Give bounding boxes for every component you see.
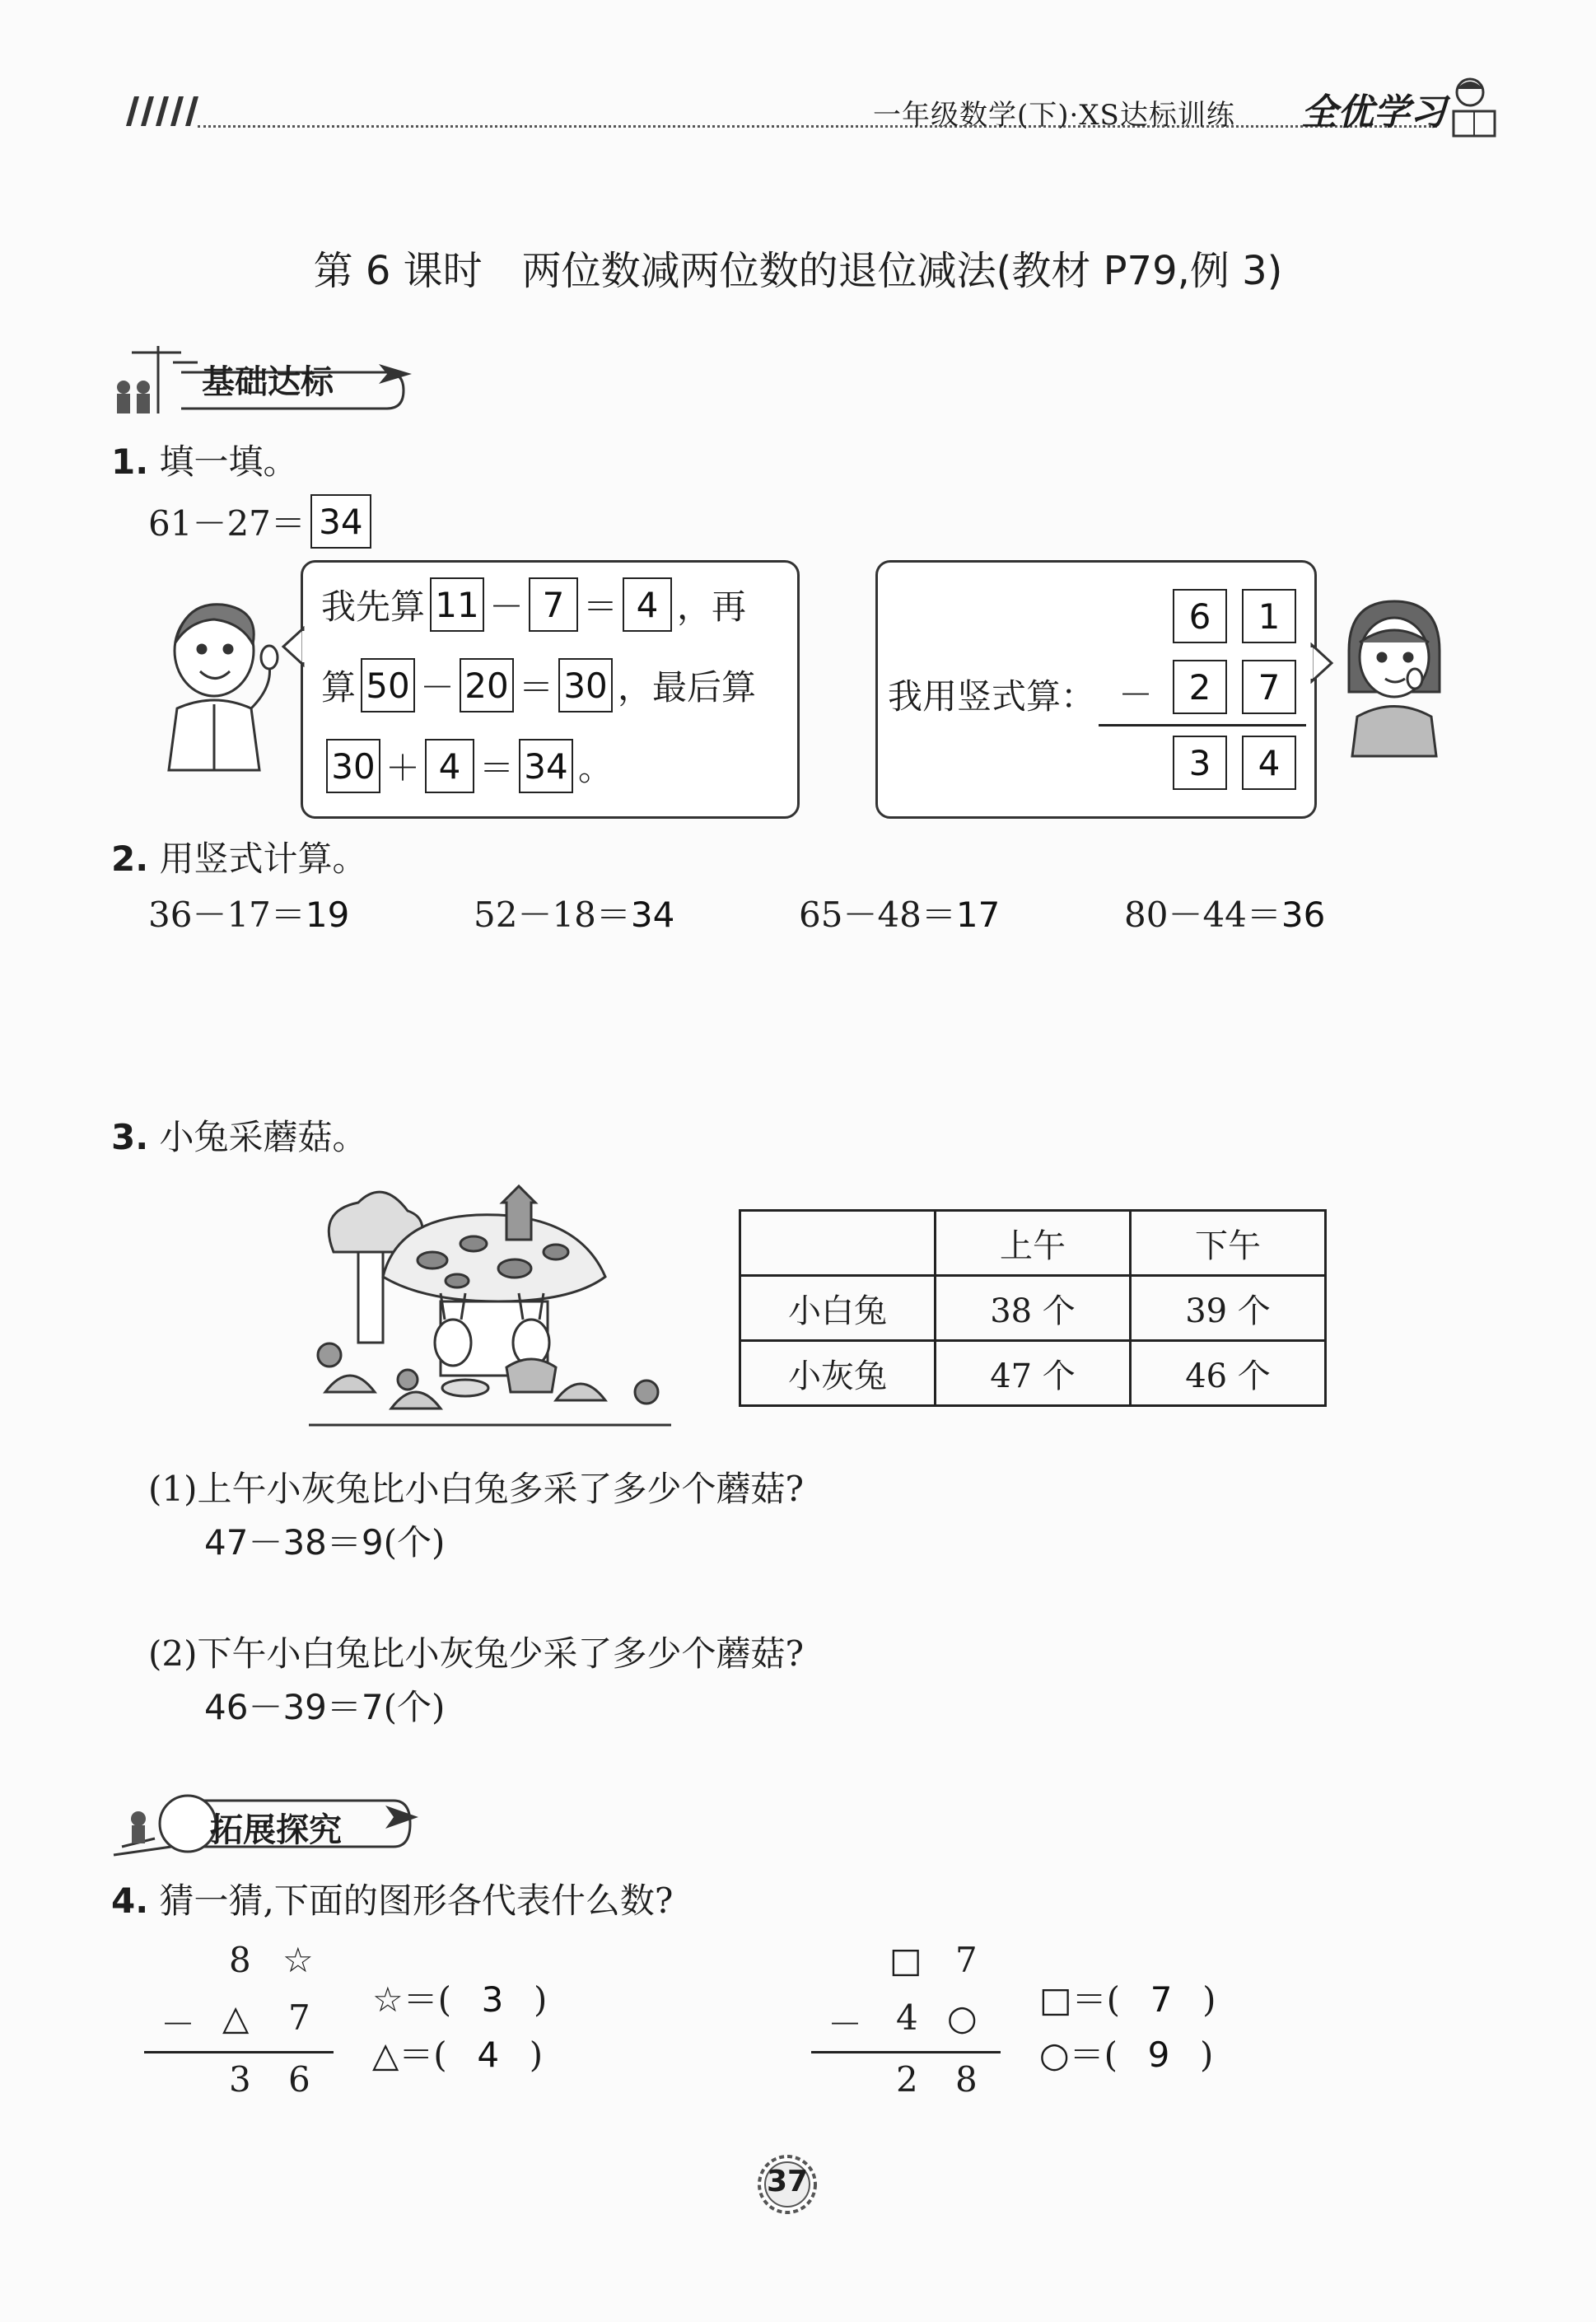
digit: 8: [229, 1940, 251, 1980]
answer-box[interactable]: 30: [558, 658, 613, 712]
q2-heading: [111, 832, 367, 881]
q4-right-vertical: [811, 1940, 1005, 2105]
answer-box[interactable]: 30: [326, 739, 380, 793]
q1-heading: [111, 435, 298, 484]
q2-expression: 80－44＝: [1124, 895, 1281, 935]
star-value[interactable]: 3: [481, 1979, 504, 2020]
vertical-box[interactable]: 6: [1173, 589, 1227, 643]
digit: 7: [288, 1997, 310, 2038]
section-extend-title: 拓展探究: [210, 1811, 342, 1849]
circle-value[interactable]: 9: [1147, 2035, 1170, 2075]
q2-expression: 65－48＝: [799, 895, 956, 935]
boy-text: 算: [321, 667, 357, 708]
vertical-line: [811, 2051, 1001, 2053]
square-label: □＝(: [1039, 1979, 1121, 2020]
operator: －: [489, 586, 525, 627]
triangle-value[interactable]: 4: [477, 2035, 500, 2075]
operator: －: [420, 667, 455, 708]
answer-box[interactable]: 34: [519, 739, 573, 793]
circle-label: ○＝(: [1039, 2035, 1118, 2075]
page-number: 37: [766, 2165, 809, 2198]
answer-box[interactable]: 11: [430, 577, 484, 632]
q3-sub2-expression[interactable]: 46－39＝7: [204, 1687, 384, 1727]
answer-box[interactable]: 7: [529, 577, 578, 632]
unit-label: (个): [383, 1687, 446, 1727]
q1-expression: 61－27＝: [148, 503, 306, 544]
boy-line-2: [321, 658, 756, 712]
bubble-tail: [1309, 642, 1334, 687]
minus-sign: －: [161, 2004, 196, 2044]
star-label: ☆＝(: [372, 1979, 452, 2020]
digit: 6: [288, 2059, 310, 2100]
q4-left-vertical: [144, 1940, 338, 2105]
boy-figure-icon: [144, 593, 288, 778]
q3-sub1-question: (1)上午小灰兔比小白兔多采了多少个蘑菇?: [148, 1469, 805, 1509]
page-number-badge: [754, 2151, 820, 2217]
square-answer: [1039, 1973, 1216, 2022]
close-paren: ): [534, 1979, 548, 2020]
star-answer: [372, 1973, 547, 2022]
q2-answer[interactable]: 34: [630, 895, 675, 935]
square-icon: □: [889, 1940, 922, 1980]
table-header-cell: 上午: [936, 1211, 1131, 1276]
close-paren: ): [1202, 1979, 1216, 2020]
q3-sub1-answer: [204, 1516, 445, 1565]
vertical-box[interactable]: 2: [1173, 660, 1227, 714]
bubble-tail: [281, 626, 306, 670]
table-cell: 39 个: [1131, 1276, 1326, 1341]
q4-text: 猜一猜,下面的图形各代表什么数?: [159, 1880, 674, 1921]
boy-speech-bubble: [301, 560, 800, 819]
header-stripes: [119, 95, 202, 131]
q2-expression: 52－18＝: [474, 895, 631, 935]
vertical-box[interactable]: 7: [1242, 660, 1296, 714]
header-divider: [198, 125, 1437, 128]
vertical-line: [1099, 724, 1306, 727]
q2-expression: 36－17＝: [148, 895, 306, 935]
q1-number: 1.: [111, 442, 149, 482]
girl-figure-icon: [1332, 593, 1456, 761]
digit: 7: [955, 1940, 978, 1980]
boy-line-1: [321, 577, 746, 632]
q2-number: 2.: [111, 839, 149, 879]
operator: ＝: [583, 586, 618, 627]
triangle-answer: [372, 2028, 543, 2077]
q3-number: 3.: [111, 1117, 149, 1157]
square-value[interactable]: 7: [1150, 1979, 1173, 2020]
q2-answer[interactable]: 17: [955, 895, 1001, 935]
header-brand: 全优学习: [1301, 91, 1446, 133]
header-title: 一年级数学(下)·XS达标训练: [873, 99, 1235, 132]
answer-box[interactable]: 20: [460, 658, 514, 712]
digit: 4: [896, 1997, 918, 2038]
q2-item: [799, 888, 1000, 937]
q2-item: [148, 888, 349, 937]
boy-text: ，最后算: [618, 667, 757, 708]
q1-equation: [148, 494, 376, 549]
table-row: [740, 1276, 1326, 1341]
vertical-box[interactable]: 1: [1242, 589, 1296, 643]
digit: 3: [229, 2059, 251, 2100]
boy-text: ，再: [677, 586, 747, 627]
boy-text: 。: [578, 748, 614, 788]
answer-box[interactable]: 4: [623, 577, 672, 632]
q3-sub2-answer: [204, 1680, 445, 1730]
q3-sub1-expression[interactable]: 47－38＝9: [204, 1522, 384, 1563]
q2-item: [474, 888, 674, 937]
lesson-title: 第 6 课时 两位数减两位数的退位减法(教材 P79,例 3): [313, 248, 1283, 294]
q3-heading: [111, 1110, 367, 1160]
girl-minus: －: [1118, 675, 1154, 715]
triangle-label: △＝(: [372, 2035, 447, 2075]
vertical-line: [144, 2051, 334, 2053]
section-basic-title: 基础达标: [202, 363, 334, 401]
digit: 2: [896, 2059, 918, 2100]
q2-answer[interactable]: 36: [1281, 895, 1326, 935]
rabbits-mushroom-illustration: [309, 1178, 671, 1445]
q2-item: [1124, 888, 1325, 937]
digit: 8: [955, 2059, 978, 2100]
boy-line-3: [321, 739, 613, 793]
table-cell: 46 个: [1131, 1341, 1326, 1406]
vertical-box[interactable]: 3: [1173, 736, 1227, 790]
close-paren: ): [1200, 2035, 1214, 2075]
q2-answer[interactable]: 19: [305, 895, 350, 935]
q4-heading: [111, 1874, 673, 1923]
operator: ＋: [385, 748, 421, 788]
table-row: [740, 1341, 1326, 1406]
answer-box[interactable]: 4: [425, 739, 474, 793]
table-header-row: [740, 1211, 1326, 1276]
q3-sub2-question: (2)下午小白兔比小灰兔少采了多少个蘑菇?: [148, 1633, 805, 1674]
q4-number: 4.: [111, 1880, 149, 1921]
q2-text: 用竖式计算。: [159, 839, 367, 879]
table-cell: 47 个: [936, 1341, 1131, 1406]
operator: ＝: [479, 748, 515, 788]
table-header-cell: [740, 1211, 936, 1276]
rabbit-data-table: [739, 1209, 1327, 1407]
reading-kid-icon: [1445, 74, 1503, 147]
table-cell: 小白兔: [740, 1276, 936, 1341]
boy-text: 我先算: [321, 586, 426, 627]
table-cell: 小灰兔: [740, 1341, 936, 1406]
operator: ＝: [519, 667, 554, 708]
answer-box[interactable]: 50: [361, 658, 415, 712]
unit-label: (个): [383, 1522, 446, 1563]
q1-text: 填一填。: [159, 442, 298, 482]
minus-sign: －: [828, 2004, 863, 2044]
girl-speech-bubble: [875, 560, 1317, 819]
girl-prefix: 我用竖式算：: [888, 676, 1096, 717]
q3-text: 小兔采蘑菇。: [159, 1117, 367, 1157]
table-header-cell: 下午: [1131, 1211, 1326, 1276]
q1-answer-box[interactable]: 34: [310, 494, 371, 549]
close-paren: ): [529, 2035, 544, 2075]
star-icon: ☆: [282, 1940, 314, 1980]
triangle-icon: △: [222, 1997, 250, 2038]
table-cell: 38 个: [936, 1276, 1131, 1341]
circle-answer: [1039, 2028, 1213, 2077]
circle-icon: ○: [947, 1997, 978, 2038]
vertical-box[interactable]: 4: [1242, 736, 1296, 790]
